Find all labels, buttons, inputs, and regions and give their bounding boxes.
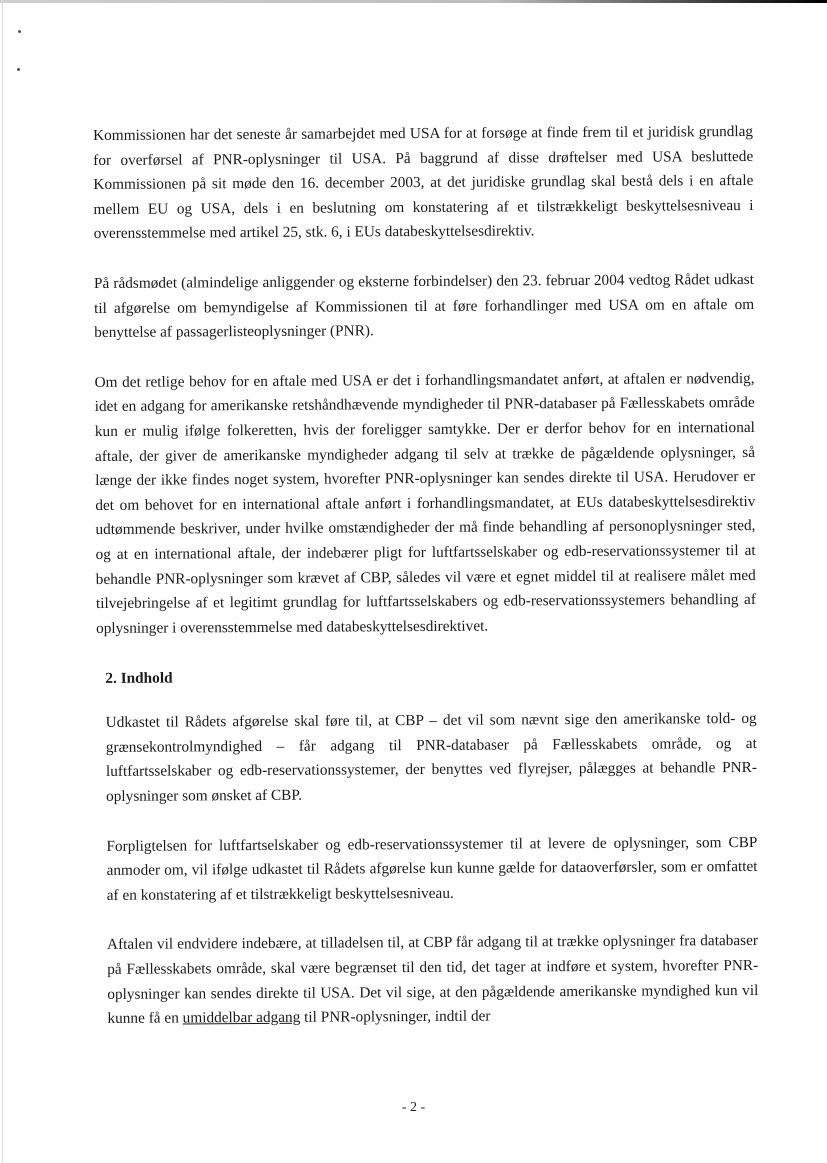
scan-left-edge <box>2 0 3 1163</box>
paragraph-3: Om det retlige behov for en aftale med USA er det i forhandlingsmandatet anført, at aftalen er nødvendig, idet en adgang for amerikanske retshåndhævende myndigheder til PNR-databaser på Fællesskabets område kun er mulig ifølge folkeretten, hvis der foreligger samtykke. Der er derfor behov for en international aftale, der giver de amerikanske myndigheder adgang til selv at trække de pågældende oplysninger, så længe der ikke findes noget system, hvorefter PNR-oplysninger kan sendes direkte til USA. Herudover er det om behovet for en international aftale anført i forhandlingsmandatet, at EUs databeskyttelsesdirektiv udtømmende beskriver, under hvilke omstændigheder der må finde behandling af personoplysninger sted, og at en international aftale, der indebærer pligt for luftfartsselskaber og edb-reservationssystemer til at behandle PNR-oplysninger som krævet af CBP, således vil være et egnet middel til at realisere målet med tilvejebringelse af et legitimt grundlag for luftfartsselskabers og edb-reservationssystemers behandling af oplysninger i overensstemmelse med databeskyttelsesdirektivet. <box>94 369 756 637</box>
paragraph-2: På rådsmødet (almindelige anliggender og eksterne forbindelser) den 23. februar 2004 vedtog Rådet udkast til afgørelse om bemyndigelse af Kommissionen til at føre forhandlinger med USA om en aftale om benyttelse af passagerlisteoplysninger (PNR). <box>93 270 755 342</box>
page-number: - 2 - <box>401 1100 426 1115</box>
section-heading: 2. Indhold <box>105 669 173 688</box>
scan-speck <box>17 68 20 71</box>
document-body <box>93 120 759 1057</box>
paragraph-5: Forpligtelsen for luftfartselskaber og edb-reservationssystemer til at levere de oplysninger, som CBP anmoder om, vil ifølge udkastet til Rådets afgørelse kun kunne gælde for dataoverførsler, som er omfattet af en konstatering af et tilstrækkeligt beskyttelsesniveau. <box>106 833 758 904</box>
paragraph-1: Kommissionen har det seneste år samarbejdet med USA for at forsøge at finde frem til et juridisk grundlag for overførsel af PNR-oplysninger til USA. På baggrund af disse drøftelser med USA besluttede Kommissionen på sit møde den 16. december 2003, at det juridiske grundlag skal bestå dels i en aftale mellem EU og USA, dels i en beslutning om konstatering af et tilstrækkeligt beskyttelsesniveau i overensstemmelse med artikel 25, stk. 6, i EUs databeskyttelsesdirektiv. <box>93 122 754 243</box>
paragraph-6-text-end: til PNR-oplysninger, indtil der <box>300 1007 491 1026</box>
underlined-phrase: umiddelbar adgang <box>182 1008 301 1027</box>
paragraph-4: Udkastet til Rådets afgørelse skal føre til, at CBP – det vil som nævnt sige den amerikanske told- og grænsekontrolmyndighed – får adgang til PNR-databaser på Fællesskabets område, og at luftfartsselskaber og edb-reservationssystemer, der benyttes ved flyrejser, pålægges at behandle PNR-oplysninger som ønsket af CBP. <box>105 710 757 805</box>
scan-speck <box>18 30 21 33</box>
paragraph-6-text-start: Aftalen vil endvidere indebære, at tilladelsen til, at CBP får adgang til at trække oplysninger fra databaser på Fællesskabets område, skal være begrænset til den tid, det tager at indføre et system, hvorefter PNR-oplysninger kan sendes direkte til USA. Det vil sige, at den pågældende amerikanske myndighed kun vil kunne få en <box>106 932 759 1028</box>
paragraph-6 <box>107 929 759 1031</box>
scan-top-edge <box>0 0 827 3</box>
